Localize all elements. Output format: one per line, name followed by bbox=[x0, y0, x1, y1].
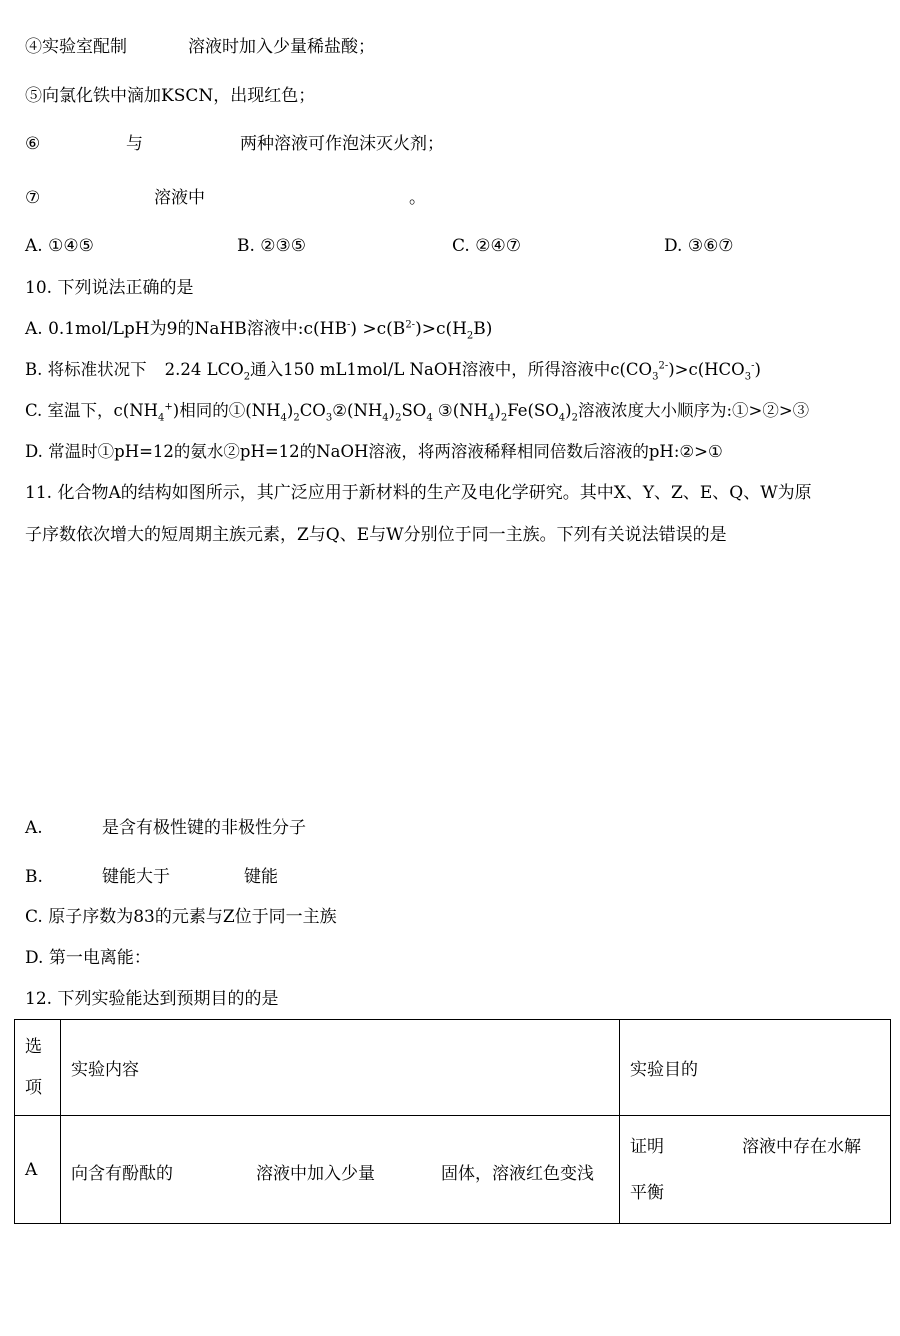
statement-7-text: 溶液中 bbox=[154, 188, 205, 208]
q10-c-s6: 2 bbox=[395, 412, 402, 424]
q10-c-t4: CO bbox=[299, 401, 326, 420]
q11-b-label: B. bbox=[25, 867, 43, 887]
q10-c-s3: 2 bbox=[293, 412, 300, 424]
q10-c-t11: ) bbox=[565, 401, 572, 420]
row-purpose-a: 证明 bbox=[630, 1136, 664, 1157]
q10-c-t2: )相同的①(NH bbox=[172, 401, 281, 420]
header-option-line-2: 项 bbox=[25, 1077, 42, 1098]
q9-option-c: C. ②④⑦ bbox=[452, 236, 521, 256]
statement-7-period: 。 bbox=[409, 188, 426, 208]
q10-c-t9: ) bbox=[494, 401, 501, 420]
statement-7-number: ⑦ bbox=[25, 188, 41, 208]
q10-b-sup-3: - bbox=[751, 360, 755, 372]
q10-c-t8: ③(NH bbox=[432, 401, 488, 420]
q10-b-sub-1: 2 bbox=[243, 371, 251, 383]
header-content-cell: 实验内容 bbox=[61, 1020, 620, 1116]
table-row bbox=[15, 1116, 891, 1224]
q11-b-text-2: 键能 bbox=[244, 867, 278, 887]
statement-6 bbox=[25, 133, 475, 155]
q10-c-t5: ②(NH bbox=[332, 401, 383, 420]
row-purpose-c: 平衡 bbox=[630, 1182, 664, 1203]
q10-c-s4: 3 bbox=[325, 412, 333, 424]
q10-b-text-2: 2.24 LCO bbox=[164, 360, 244, 379]
q10-b-sub-2: 3 bbox=[652, 371, 659, 383]
q10-a-sup-2: 2- bbox=[405, 319, 416, 331]
q10-c-t12: 溶液浓度大小顺序为:①>②>③ bbox=[577, 401, 810, 420]
statement-6-text: 两种溶液可作泡沫灭火剂； bbox=[240, 134, 444, 154]
q10-b-sup-2: 2- bbox=[658, 360, 669, 372]
q11-option-d: D. 第一电离能： bbox=[25, 948, 151, 968]
q10-c-t3: ) bbox=[286, 401, 294, 420]
statement-4 bbox=[25, 36, 425, 58]
q11-option-a bbox=[25, 817, 425, 839]
q10-option-c bbox=[25, 400, 809, 422]
row-option-cell: A bbox=[15, 1116, 61, 1224]
q12-experiment-table bbox=[14, 1019, 891, 1224]
q10-option-a bbox=[25, 318, 492, 340]
q10-c-s11: 2 bbox=[571, 412, 578, 424]
row-content-b: 溶液中加入少量 bbox=[256, 1163, 375, 1184]
row-purpose-cell bbox=[620, 1116, 891, 1224]
q10-c-t7: SO bbox=[401, 401, 427, 420]
q10-b-sub-3: 3 bbox=[744, 371, 752, 383]
q11-option-b bbox=[25, 866, 425, 888]
q10-stem: 10. 下列说法正确的是 bbox=[25, 278, 194, 298]
q10-b-text-5: ) bbox=[754, 360, 761, 379]
q10-c-s2: 4 bbox=[280, 412, 287, 424]
q9-option-a: A. ①④⑤ bbox=[25, 236, 94, 256]
q11-stem-line-1: 11. 化合物A的结构如图所示，其广泛应用于新材料的生产及电化学研究。其中X、Y、Z、E、Q、W为原 bbox=[25, 483, 812, 503]
q10-c-t1: C. 室温下，c(NH bbox=[25, 401, 159, 420]
row-content-c: 固体，溶液红色变浅 bbox=[441, 1163, 594, 1184]
q10-c-p1: + bbox=[164, 401, 173, 413]
q10-c-s7: 4 bbox=[426, 412, 433, 424]
q10-b-text-4: )>c(HCO bbox=[668, 360, 745, 379]
header-option-line-1: 选 bbox=[25, 1036, 42, 1057]
q11-a-text: 是含有极性键的非极性分子 bbox=[102, 818, 306, 838]
q10-c-t10: Fe(SO bbox=[507, 401, 559, 420]
q10-a-sub: 2 bbox=[466, 330, 474, 342]
q11-a-label: A. bbox=[25, 818, 43, 838]
q10-a-sup-1: - bbox=[346, 319, 351, 331]
q10-a-text-4: B) bbox=[473, 319, 493, 339]
q11-stem-line-2: 子序数依次增大的短周期主族元素，Z与Q、E与W分别位于同一主族。下列有关说法错误的是 bbox=[25, 525, 727, 545]
compound-structure-figure bbox=[25, 560, 875, 800]
q10-b-text-3: 通入150 mL1mol/L NaOH溶液中，所得溶液中c(CO bbox=[250, 360, 653, 379]
q10-a-text-3: )>c(H bbox=[415, 319, 467, 339]
q10-a-text-2: ) >c(B bbox=[350, 319, 406, 339]
q9-option-b: B. ②③⑤ bbox=[237, 236, 307, 256]
q10-c-s9: 2 bbox=[500, 412, 508, 424]
q10-c-s10: 4 bbox=[558, 412, 566, 424]
q11-option-c: C. 原子序数为83的元素与Z位于同一主族 bbox=[25, 907, 337, 927]
q10-c-t6: ) bbox=[388, 401, 396, 420]
row-content-cell bbox=[61, 1116, 620, 1224]
q10-c-s8: 4 bbox=[488, 412, 495, 424]
statement-5 bbox=[25, 85, 315, 107]
statement-4-part-a: ④实验室配制 bbox=[25, 37, 127, 57]
header-purpose-cell: 实验目的 bbox=[620, 1020, 891, 1116]
table-header-row bbox=[15, 1020, 891, 1116]
q10-option-d: D. 常温时①pH=12的氨水②pH=12的NaOH溶液，将两溶液稀释相同倍数后溶液的pH:②>① bbox=[25, 442, 723, 461]
q9-options bbox=[25, 235, 825, 257]
q10-c-s1: 4 bbox=[158, 412, 165, 424]
statement-6-and: 与 bbox=[126, 134, 143, 154]
statement-5-text: ⑤向氯化铁中滴加KSCN，出现红色； bbox=[25, 86, 316, 106]
q10-b-text-1: B. 将标准状况下 bbox=[25, 360, 147, 379]
statement-6-number: ⑥ bbox=[25, 134, 41, 154]
statement-7 bbox=[25, 187, 445, 209]
q12-stem: 12. 下列实验能达到预期目的的是 bbox=[25, 989, 279, 1009]
q11-b-text-1: 键能大于 bbox=[102, 867, 170, 887]
row-purpose-b: 溶液中存在水解 bbox=[742, 1136, 861, 1157]
q10-option-b bbox=[25, 359, 761, 381]
statement-4-part-b: 溶液时加入少量稀盐酸； bbox=[188, 37, 375, 57]
q10-a-text-1: A. 0.1mol/LpH为9的NaHB溶液中:c(HB bbox=[25, 319, 347, 339]
row-content-a: 向含有酚酞的 bbox=[71, 1163, 173, 1184]
header-option-cell bbox=[15, 1020, 61, 1116]
q10-c-s5: 4 bbox=[382, 412, 389, 424]
q9-option-d: D. ③⑥⑦ bbox=[664, 236, 734, 256]
